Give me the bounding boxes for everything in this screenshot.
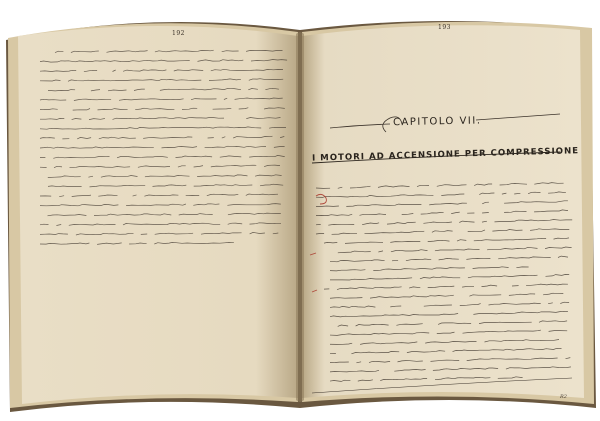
- gutter-shadow: [296, 32, 304, 402]
- left-page-number: 192: [172, 30, 185, 37]
- chapter-title: CAPITOLO VII.: [392, 115, 482, 129]
- right-page-number: 193: [438, 24, 451, 31]
- footer-signature-mark: R2: [560, 394, 567, 400]
- chapter-subtitle: I MOTORI AD ACCENSIONE PER COMPRESSIONE: [311, 146, 580, 164]
